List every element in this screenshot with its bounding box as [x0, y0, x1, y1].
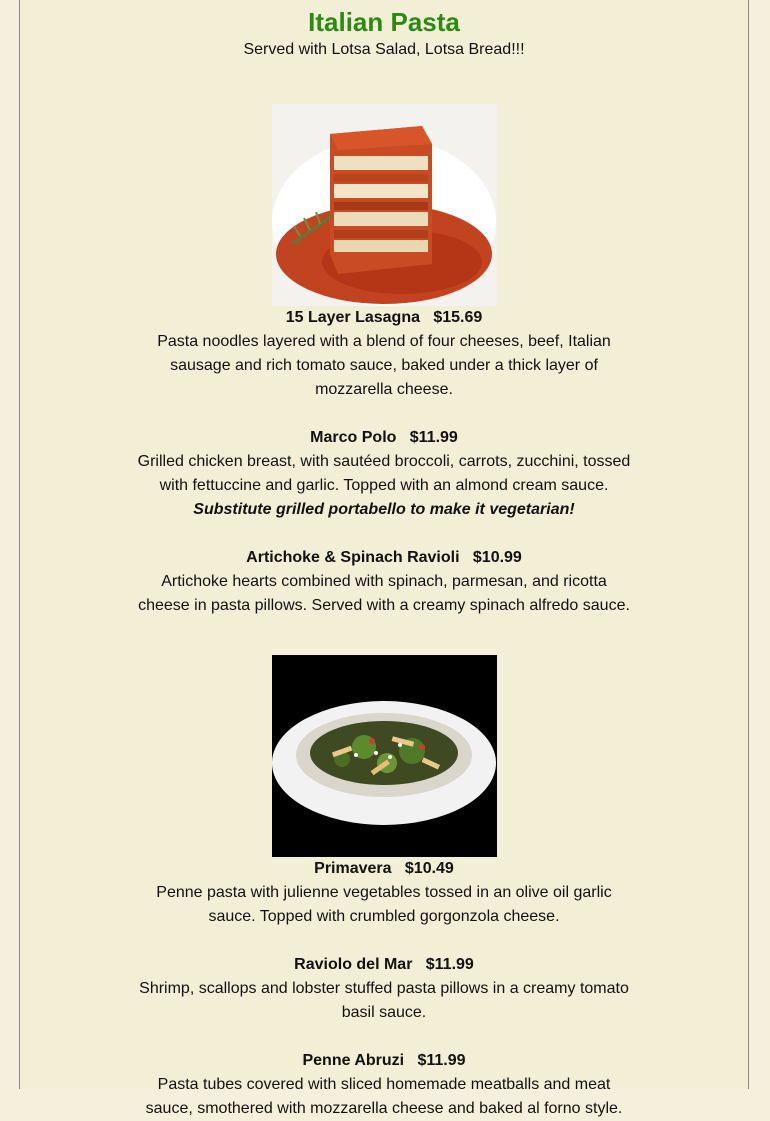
menu-page — [19, 0, 749, 1117]
menu-item-name: Primavera $10.49 — [314, 860, 454, 877]
menu-item-name: Artichoke & Spinach Ravioli $10.99 — [246, 549, 522, 566]
primavera-photo — [272, 655, 497, 857]
menu-item-name: Raviolo del Mar $11.99 — [294, 956, 474, 973]
menu-item-price: $15.69 — [433, 309, 483, 326]
menu-item-price: $10.99 — [472, 549, 522, 566]
menu-item-description: Pasta noodles layered with a blend of four cheeses, beef, Italian sausage and rich tomato sauce, baked under a thick layer of mozzarella cheese. — [157, 333, 611, 398]
menu-item-price: $11.99 — [417, 1052, 466, 1069]
menu-item-name: Penne Abruzi $11.99 — [302, 1052, 466, 1069]
page-title: Italian Pasta — [308, 7, 460, 37]
menu-item-price: $11.99 — [409, 429, 458, 446]
menu-item-price: $11.99 — [425, 956, 474, 973]
menu-content — [137, 0, 631, 1121]
menu-item-note: Substitute grilled portabello to make it vegetarian! — [193, 501, 575, 518]
menu-item-name: Marco Polo $11.99 — [310, 429, 458, 446]
menu-item-description: Penne pasta with julienne vegetables tossed in an olive oil garlic sauce. Topped with crumbled gorgonzola cheese. — [156, 884, 612, 925]
menu-item-description: Grilled chicken breast, with sautéed broccoli, carrots, zucchini, tossed with fettuccine and garlic. Topped with an almond cream sauce. — [137, 453, 631, 494]
lasagna-photo — [272, 104, 497, 306]
menu-item-description: Shrimp, scallops and lobster stuffed pasta pillows in a creamy tomato basil sauce. — [139, 980, 629, 1021]
menu-item-name: 15 Layer Lasagna $15.69 — [285, 309, 483, 326]
menu-item-description: Artichoke hearts combined with spinach, parmesan, and ricotta cheese in pasta pillows. Served with a creamy spinach alfredo sauce. — [138, 573, 630, 614]
page-subtitle: Served with Lotsa Salad, Lotsa Bread!!! — [243, 41, 525, 58]
menu-item-description: Pasta tubes covered with sliced homemade meatballs and meat sauce, smothered with mozzarella cheese and baked al forno style. — [145, 1076, 623, 1117]
menu-item-price: $10.49 — [404, 860, 454, 877]
